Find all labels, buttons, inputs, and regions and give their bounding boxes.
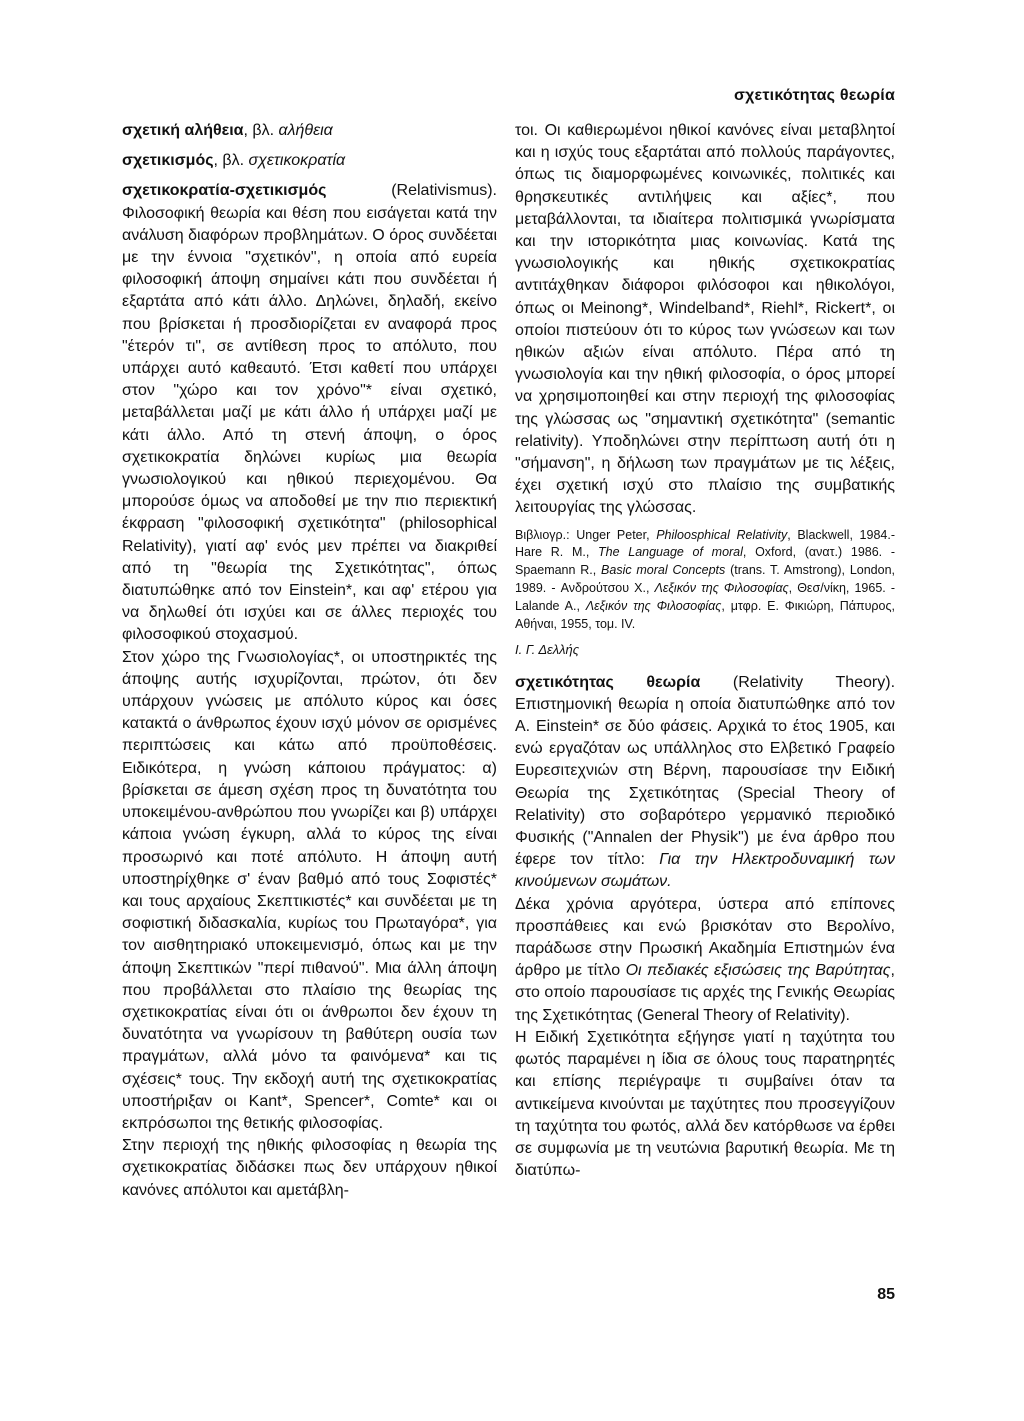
page-number: 85 (877, 1286, 895, 1303)
entry-continuation: τοι. Οι καθιερωμένοι ηθικοί κανόνες είναι μεταβλητοί και η ισχύς τους εξαρτάται από πολλούς παράγοντες, όπως τις διαμορφωμένες κοινωνικές, πολιτικές και θρησκευτικές αντιλήψεις και αξίες*, που μεταβάλλονται, τα ιδιαίτερα πολιτισμικά γνωρίσματα και την ιστορικότητα μιας κοινωνίας. Κατά της γνωσιολογικής και ηθικής σχετικοκρατίας αντιτάχθηκαν διάφοροι φιλόσοφοι και ηθικολόγοι, όπως οι Meinong*, Windelband*, Riehl*, Rickert*, οι οποίοι πιστεύουν ότι το κύρος των γνώσεων και των ηθικών αξιών είναι απόλυτο. Πέρα από τη γνωσιολογία και την ηθική φιλοσοφία, ο όρος μπορεί να χρησιμοποιηθεί και στην περιοχή της φιλοσοφίας της γλώσσας ως "σημαντική σχετικότητα" (semantic relativity). Υποδηλώνει στην περίπτωση αυτή ότι η "σήμανση", η δήλωση των πραγμάτων με τις λέξεις, έχει σχετική ισχύ στο πλαίσιο της συμβατικής λειτουργίας της γλώσσας. (515, 122, 895, 517)
bibliography-title: The Language of moral (598, 545, 743, 560)
entry-sxetikotitas-theoria (515, 672, 895, 894)
right-column (515, 120, 895, 1182)
running-head: σχετικότητας θεωρία (733, 87, 895, 104)
headword: σχετικοκρατία-σχετικισμός (122, 182, 327, 200)
headword: σχετικισμός (122, 152, 214, 170)
bibliography-text: , Oxford, (ανατ.) 1986. - Spaemann R., (515, 545, 896, 578)
entry-sxetikismos (122, 150, 497, 172)
headword: σχετικότητας θεωρία (515, 673, 701, 691)
cross-ref: σχετικοκρατία (248, 152, 346, 170)
bibliography-text: (trans. T. Amstrong), London, 1989. - Ανδρούτσου Χ., (515, 563, 895, 596)
entry-body: (Relativity Theory). Επιστημονική θεωρία η οποία διατυπώθηκε από τον A. Einstein* σε δύο φάσεις. Αρχικά το έτος 1905, και ενώ εργαζόταν ως υπάλληλος στο Ελβετικό Γραφείο Ευρεσιτεχνιών στη Βέρνη, παρουσίασε την Ειδική Θεωρία της Σχετικότητας (Special Theory of Relativity) στο σοβαρότερο γερμανικό περιοδικό Φυσικής ("Annalen der Physik") με ένα άρθρο που έφερε τον τίτλο: (515, 673, 896, 869)
entry-body: (Relativismus). Φιλοσοφική θεωρία και θέση που εισάγεται κατά την ανάλυση διαφόρων προβλημάτων. Ο όρος συνδέεται με την έννοια "σχετικόν", η οποία από ευρεία φιλοσοφική άποψη σημαίνει κάτι που συνδέεται ή εξαρτάτα από κάτι άλλο. Δηλώνει, δηλαδή, εκείνο που βρίσκεται ή προσδιορίζεται εν αναφορά προς "έτερόν τι", σε αντίθεση προς το απόλυτο, που υπάρχει αυτό καθεαυτό. Έτσι καθετί που υπάρχει στον "χώρο και τον χρόνο"* είναι σχετικό, μεταβάλλεται μαζί με κάτι άλλο ή υπάρχει μαζί με κάτι άλλο. Από τη στενή άποψη, ο όρος σχετικοκρατία δηλώνει κυρίως μια θεωρία γνωσιολογικού και ηθικού περιεχομένου. Θα μπορούσε όμως να αποδοθεί με την πιο περιεκτική έκφραση "φιλοσοφική σχετικότητα" (philosophical Relativity), γιατί αφ' ενός μεν πρέπει να διακριθεί από τη "θεωρία της Σχετικότητας", όπως διατυπώθηκε από τον Einstein*, και αφ' ετέρου για να δηλωθεί ότι ισχύει και σε άλλες περιοχές του φιλοσοφικού στοχασμού. (122, 182, 497, 644)
bibliography (515, 527, 895, 634)
bibliography-text: : Unger Peter, (566, 527, 657, 542)
bibliography-title: Philoosphical Relativity (656, 527, 788, 542)
entry-text: , στο οποίο παρουσίασε τις αρχές της Γενικής Θεωρίας της Σχετικότητας (General Theory of Relativity). (515, 962, 895, 1024)
author-signature: Ι. Γ. Δελλής (515, 642, 580, 658)
article-title: Για την Ηλεκτροδυναμική των κινούμενων σωμάτων. (515, 851, 896, 891)
bibliography-text: , Blackwell, 1984.- Hare R. M., (515, 527, 895, 560)
entry-paragraph: Στον χώρο της Γνωσιολογίας*, οι υποστηρικτές της άποψης αυτής ισχυρίζονται, πρώτον, ότι δεν υπάρχουν γνώσεις με απόλυτο κύρος και όσες κατακτά ο άνθρωπος έχουν ισχύ μόνον σε ορισμένες περιπτώσεις και κάτω από προϋποθέσεις. Ειδικότερα, η γνώση κάποιου πράγματος: α) βρίσκεται σε άμεση σχέση προς τη δυνατότητα του υποκειμένου-ανθρώπου που γνωρίζει και β) υπάρχει κάποια γνώση έγκυρη, αλλά το κύρος της είναι προσωρινό και ποτέ απόλυτο. Η άποψη αυτή υποστηρίχθηκε σ' έναν βαθμό από τους Σοφιστές* και τους αρχαίους Σκεπτικιστές* και συνδέεται με τη σοφιστική διδασκαλία, κυρίως του Πρωταγόρα*, για τον αισθητηριακό υποκειμενισμό, όπως και με την άποψη Σκεπτικών "περί πιθανού". Μια άλλη άποψη που προβάλλεται στο πλαίσιο της θεωρίας της σχετικοκρατίας είναι ότι οι άνθρωποι δεν έχουν τη δυνατότητα να γνωρίσουν τη βαθύτερη ουσία των πραγμάτων, αλλά μόνο τα φαινόμενα* και τις σχέσεις* τους. Την εκδοχή αυτή της σχετικοκρατίας υποστήριξαν οι Kant*, Spencer*, Comte* και οι εκπρόσωποι της θετικής φιλοσοφίας. (122, 648, 497, 1132)
entry-sxetikokratia (122, 180, 497, 646)
article-title: Οι πεδιακές εξισώσεις της Βαρύτητας (625, 962, 891, 980)
bibliography-title: Λεξικόν της Φιλοσοφίας (654, 581, 789, 596)
entry-paragraph: Η Ειδική Σχετικότητα εξήγησε γιατί η ταχύτητα του φωτός παραμένει η ίδια σε όλους τους παρατηρητές και επίσης περιέγραψε τι συμβαίνει όταν τα αντικείμενα κινούνται με ταχύτητες που προσεγγίζουν τη ταχύτητα του φωτός, αλλά δεν κατόρθωσε να έρθει σε συμφωνία με τη νευτώνια βαρυτική θεωρία. Με τη διατύπω- (515, 1028, 895, 1180)
cross-ref-prefix: , βλ. (213, 152, 249, 170)
bibliography-text: , Θεσ/νίκη, 1965. - Lalande A., (515, 581, 895, 613)
entry-paragraph (515, 894, 895, 1027)
cross-ref: αλήθεια (278, 122, 333, 139)
entry-paragraph: Στην περιοχή της ηθικής φιλοσοφίας η θεωρία της σχετικοκρατίας διδάσκει πως δεν υπάρχουν ηθικοί κανόνες απόλυτοι και αμετάβλη- (122, 1137, 497, 1199)
bibliography-text: , μτφρ. Ε. Φικιώρη, Πάπυρος, Αθήναι, 1955, τομ. IV. (515, 598, 895, 631)
bibliography-label: Βιβλιογρ. (515, 527, 567, 542)
cross-ref-prefix: , βλ. (243, 122, 279, 139)
left-column (122, 120, 497, 1202)
bibliography-title: Λεξικόν της Φιλοσοφίας (585, 598, 722, 613)
bibliography-title: Basic moral Concepts (601, 563, 726, 578)
headword: σχετική αλήθεια (122, 122, 244, 139)
entry-sxetiki-alitheia (122, 120, 497, 142)
entry-text: Δέκα χρόνια αργότερα, ύστερα από επίπονες προσπάθειες και ενώ βρισκόταν στο Βερολίνο, παράδωσε στην Πρωσική Ακαδημία Επιστημών ένα άρθρο με τίτλο (515, 895, 895, 980)
